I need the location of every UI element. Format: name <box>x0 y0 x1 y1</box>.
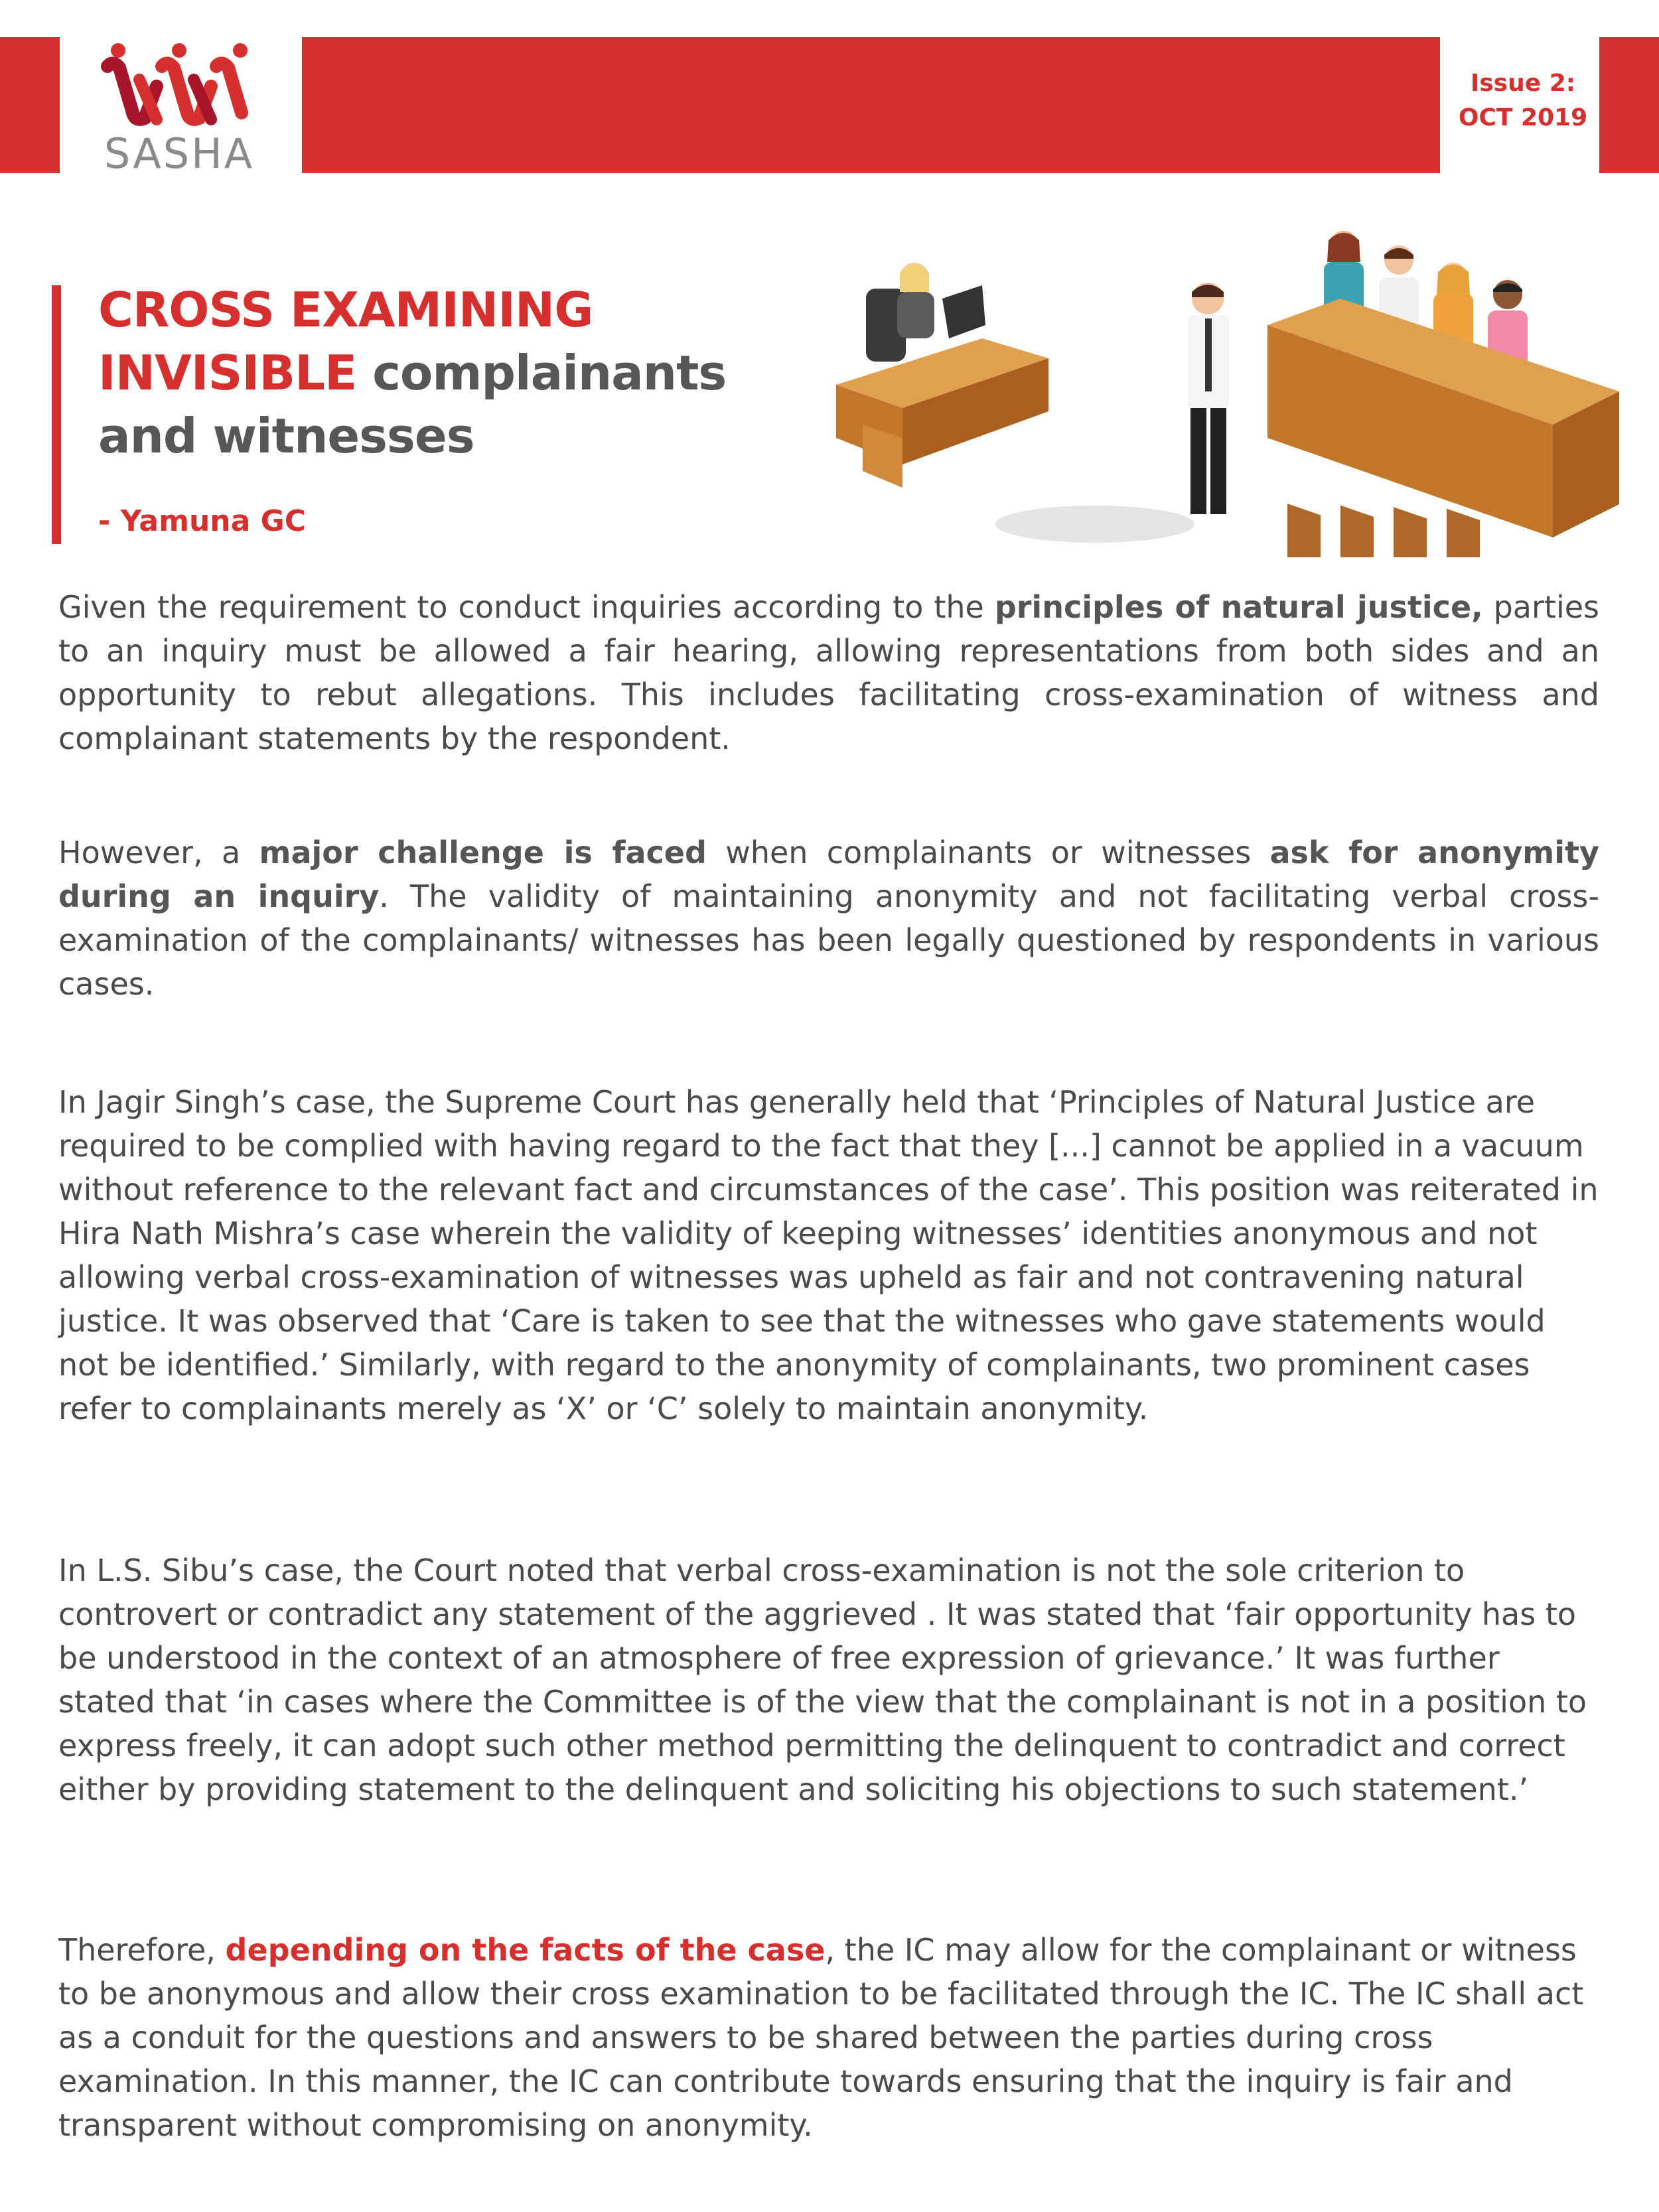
p5-highlight: depending on the facts of the case <box>225 1932 826 1968</box>
author-byline: - Yamuna GC <box>98 504 307 538</box>
paragraph-3: In Jagir Singh’s case, the Supreme Court has generally held that ‘Principles of Natural Justice are required to be complied with having regard to the fact that they [...] cannot be applied in a vacuum without reference to the relevant fact and circumstances of the case’. This position was reiterated in Hira Nath Mishra’s case wherein the validity of keeping witnesses’ identities anonymous and not allowing verbal cross-examination of witnesses was upheld as fair and not contravening natural justice. It was observed that ‘Care is taken to see that the witnesses who gave statements would not be identified.’ Similarly, with regard to the anonymity of complainants, two prominent cases refer to complainants merely as ‘X’ or ‘C’ solely to maintain anonymity. <box>58 1084 1599 1426</box>
p2-text-c: when complainants or witnesses <box>706 835 1270 870</box>
title-dark-line2: complainants <box>356 345 727 401</box>
p2-text-a: However, a <box>58 835 259 870</box>
paragraph-5 <box>58 1928 1599 2147</box>
paragraph-4: In L.S. Sibu’s case, the Court noted that verbal cross-examination is not the sole criterion to controvert or contradict any statement of the aggrieved . It was stated that ‘fair opportunity has to be understood in the context of an atmosphere of free expression of grievance.’ It was further stated that ‘in cases where the Committee is of the view that the complainant is not in a position to express freely, it can adopt such other method permitting the delinquent to contradict and correct either by providing statement to the delinquent and soliciting his objections to such statement.’ <box>58 1553 1587 1807</box>
p2-text-e: . The validity of maintaining anonymity and not facilitating verbal cross-examination of the complainants/ witnesses has been legally questioned by respondents in various cases. <box>58 878 1599 1002</box>
p1-text-c: parties to an inquiry must be allowed a fair hearing, allowing representations from both sides and an opportunity to rebut allegations. This includes facilitating cross-examination of witness and complainant statements by the respondent. <box>58 589 1599 756</box>
title-accent-bar <box>52 285 61 544</box>
header-band-right <box>1599 37 1659 173</box>
title-dark-line3: and witnesses <box>98 408 474 464</box>
issue-date: OCT 2019 <box>1458 104 1588 131</box>
p1-bold: principles of natural justice, <box>994 589 1483 625</box>
p2-bold-1: major challenge is faced <box>259 835 707 870</box>
courtroom-icon <box>836 226 1619 557</box>
issue-number: Issue 2: <box>1470 70 1576 97</box>
issue-label <box>1453 66 1593 135</box>
article-title <box>98 279 841 468</box>
logo-text: SASHA <box>104 129 255 178</box>
p5-text-a: Therefore, <box>58 1932 226 1968</box>
paragraph-2 <box>58 831 1599 1006</box>
p1-text-a: Given the requirement to conduct inquiries according to the <box>58 589 995 625</box>
header-band-left <box>0 37 60 173</box>
paragraph-1 <box>58 585 1599 760</box>
p2-bold-2: ask for anonymity during an inquiry <box>58 835 1599 914</box>
courtroom-illustration <box>836 226 1619 557</box>
p5-text-c: , the IC may allow for the complainant or witness to be anonymous and allow their cross examination to be facilitated through the IC. The IC shall act as a conduit for the questions and answers to be shared between the parties during cross examination. In this manner, the IC can contribute towards ensuring that the inquiry is fair and transparent without compromising on anonymity. <box>58 1932 1584 2143</box>
logo-mark-icon <box>93 40 265 126</box>
title-red-line1: CROSS EXAMINING <box>98 282 593 338</box>
sasha-logo <box>93 40 265 179</box>
header-band <box>302 37 1440 173</box>
title-red-line2: INVISIBLE <box>98 345 357 401</box>
